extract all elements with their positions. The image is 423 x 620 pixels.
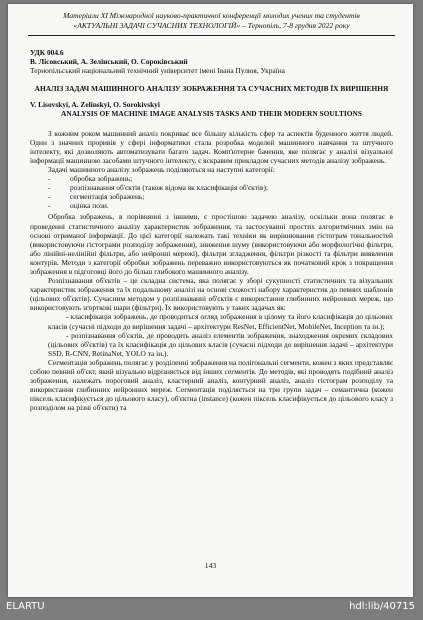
conference-header-line2: «АКТУАЛЬНІ ЗАДАЧІ СУЧАСНИХ ТЕХНОЛОГІЙ» – Тернопіль, 7-8 грудня 2022 року <box>73 20 350 30</box>
repository-label: ELARTU <box>6 601 45 612</box>
conference-header <box>28 11 395 30</box>
header-rule <box>28 35 395 36</box>
list-item: - оцінка пози. <box>30 201 393 210</box>
conference-header-line1: Матеріали ХІ Міжнародної науково-практичної конференції молодих учених та студентів <box>63 11 360 20</box>
list-item: - класифікація зображень, де проводиться огляд зображення в цілому та його класифікація до цільових класів (сучасні підходи до вирішення задачі – архітектури ResNet, EfficientNet, MobileNet, Inception та ін.); <box>48 312 393 331</box>
paragraph-categories: Задачі машинного аналізу зображень поділяються на наступні категорії: <box>48 164 275 174</box>
paragraph-object-recognition: Розпізнавання об'єктів – це складна система, яка полягає у зборі сукупності статистичних та візуальних характеристик зображення та їх подальшому аналізі на основі схожості набору характеристик до певних шаблонів (цільових об'єктів). Сучасним методом у розпізнаванні об'єктів є використання глибинних нейронних мереж, що використовують згорткові шари (фільтри). Їх використовують у таких задачах як: <box>30 276 393 313</box>
paragraph-image-processing: Обробка зображень, в порівнянні з іншими, є простішою задачею аналізу, оскільки вона полягає в проведенні статистичного аналізу характеристик зображення, та застосуванні простих алгоритмічних змін на основі отриманої інформації. До цієї категорії належать такі техніки як вирівнювання гістограм тональностей (використовуючи гістограми розподілу зображення), зниження шуму (використовуючи або морфологічні фільтри, або лінійні-нелінійні фільтри, або нейронні мережі), фільтри згладження, фільтри різкості та фільтри виявлення контурів. Методи з категорії обробки зображень переважно використовуються як початковий крок з покращення зображення в підготовці його до більш глибокого машинного аналізу. <box>30 212 393 276</box>
paragraph-intro: З кожним роком машинний аналіз покриває все більшу кількість сфер та аспектів буденного життя людей. Один з значних проривів у сфері інформатики стала розробка моделей машинного навчання та штучного інтелекту, які дозволяють автоматизувати багато задач. Комп'ютерне бачення, яке полягає у аналізі візуальної інформації машинною засобами штучного інтелекту, є яскравим прикладом сучасних методів аналізу зображень. <box>30 128 393 165</box>
handle-label: hdl:lib/40715 <box>349 601 415 612</box>
paragraph-segmentation: Сегментація зображень полягає у розділенні зображення на полігональні сегменти, кожен з яких представляє собою певний об'єкт, який візуально відрізняється від інших сегментів. До методів, які проводять подібний аналіз зображення, належать пороговий аналіз, кластерний аналіз, контурний аналіз, аналіз гістограм розподілу та використання глибинних нейронних мереж. Сегментація поділяється на три групи задач – семантична (кожен піксель класифікується до цільового класу), об'єктна (instance) (кожен піксель класифікується до цільового класу з розподілом на різні об'єкти) та <box>30 357 393 413</box>
list-item: - сегментація зображень; <box>30 192 393 201</box>
category-list <box>30 174 393 210</box>
udc-code: УДК 004.6 <box>30 48 64 57</box>
affiliation: Тернопільський національний технічний університет імені Івана Пулюя, Україна <box>30 66 285 76</box>
list-item: - обробка зображень; <box>30 174 393 183</box>
list-item: - розпізнавання об'єктів (також відома як класифікація об'єктів); <box>30 183 393 192</box>
authors-ua: В. Лісовський, А. Зелінський, О. Сороківський <box>30 57 188 67</box>
list-item: - розпізнавання об'єктів, де проводить аналіз елементів зображення, знаходження окремих складових (цільових об'єктів) та їх класифікація до цільових класів (сучасні підходи до вирішення задачі – архітектури SSD, R-CNN, RetinaNet, YOLO та ін.). <box>48 330 393 358</box>
title-ua: АНАЛІЗ ЗАДАЧ МАШИННОГО АНАЛІЗУ ЗОБРАЖЕННЯ ТА СУЧАСНИХ МЕТОДІВ ЇХ ВИРІШЕННЯ <box>34 84 389 94</box>
article-body <box>30 48 393 412</box>
document-page <box>8 4 413 597</box>
authors-en: V. Lisovskyi, A. Zelinskyi, O. Sorokivskyi <box>30 100 160 110</box>
page-number: 143 <box>204 561 217 570</box>
title-en: ANALYSIS OF MACHINE IMAGE ANALYSIS TASKS AND THEIR MODERN SOULTIONS <box>61 109 362 119</box>
